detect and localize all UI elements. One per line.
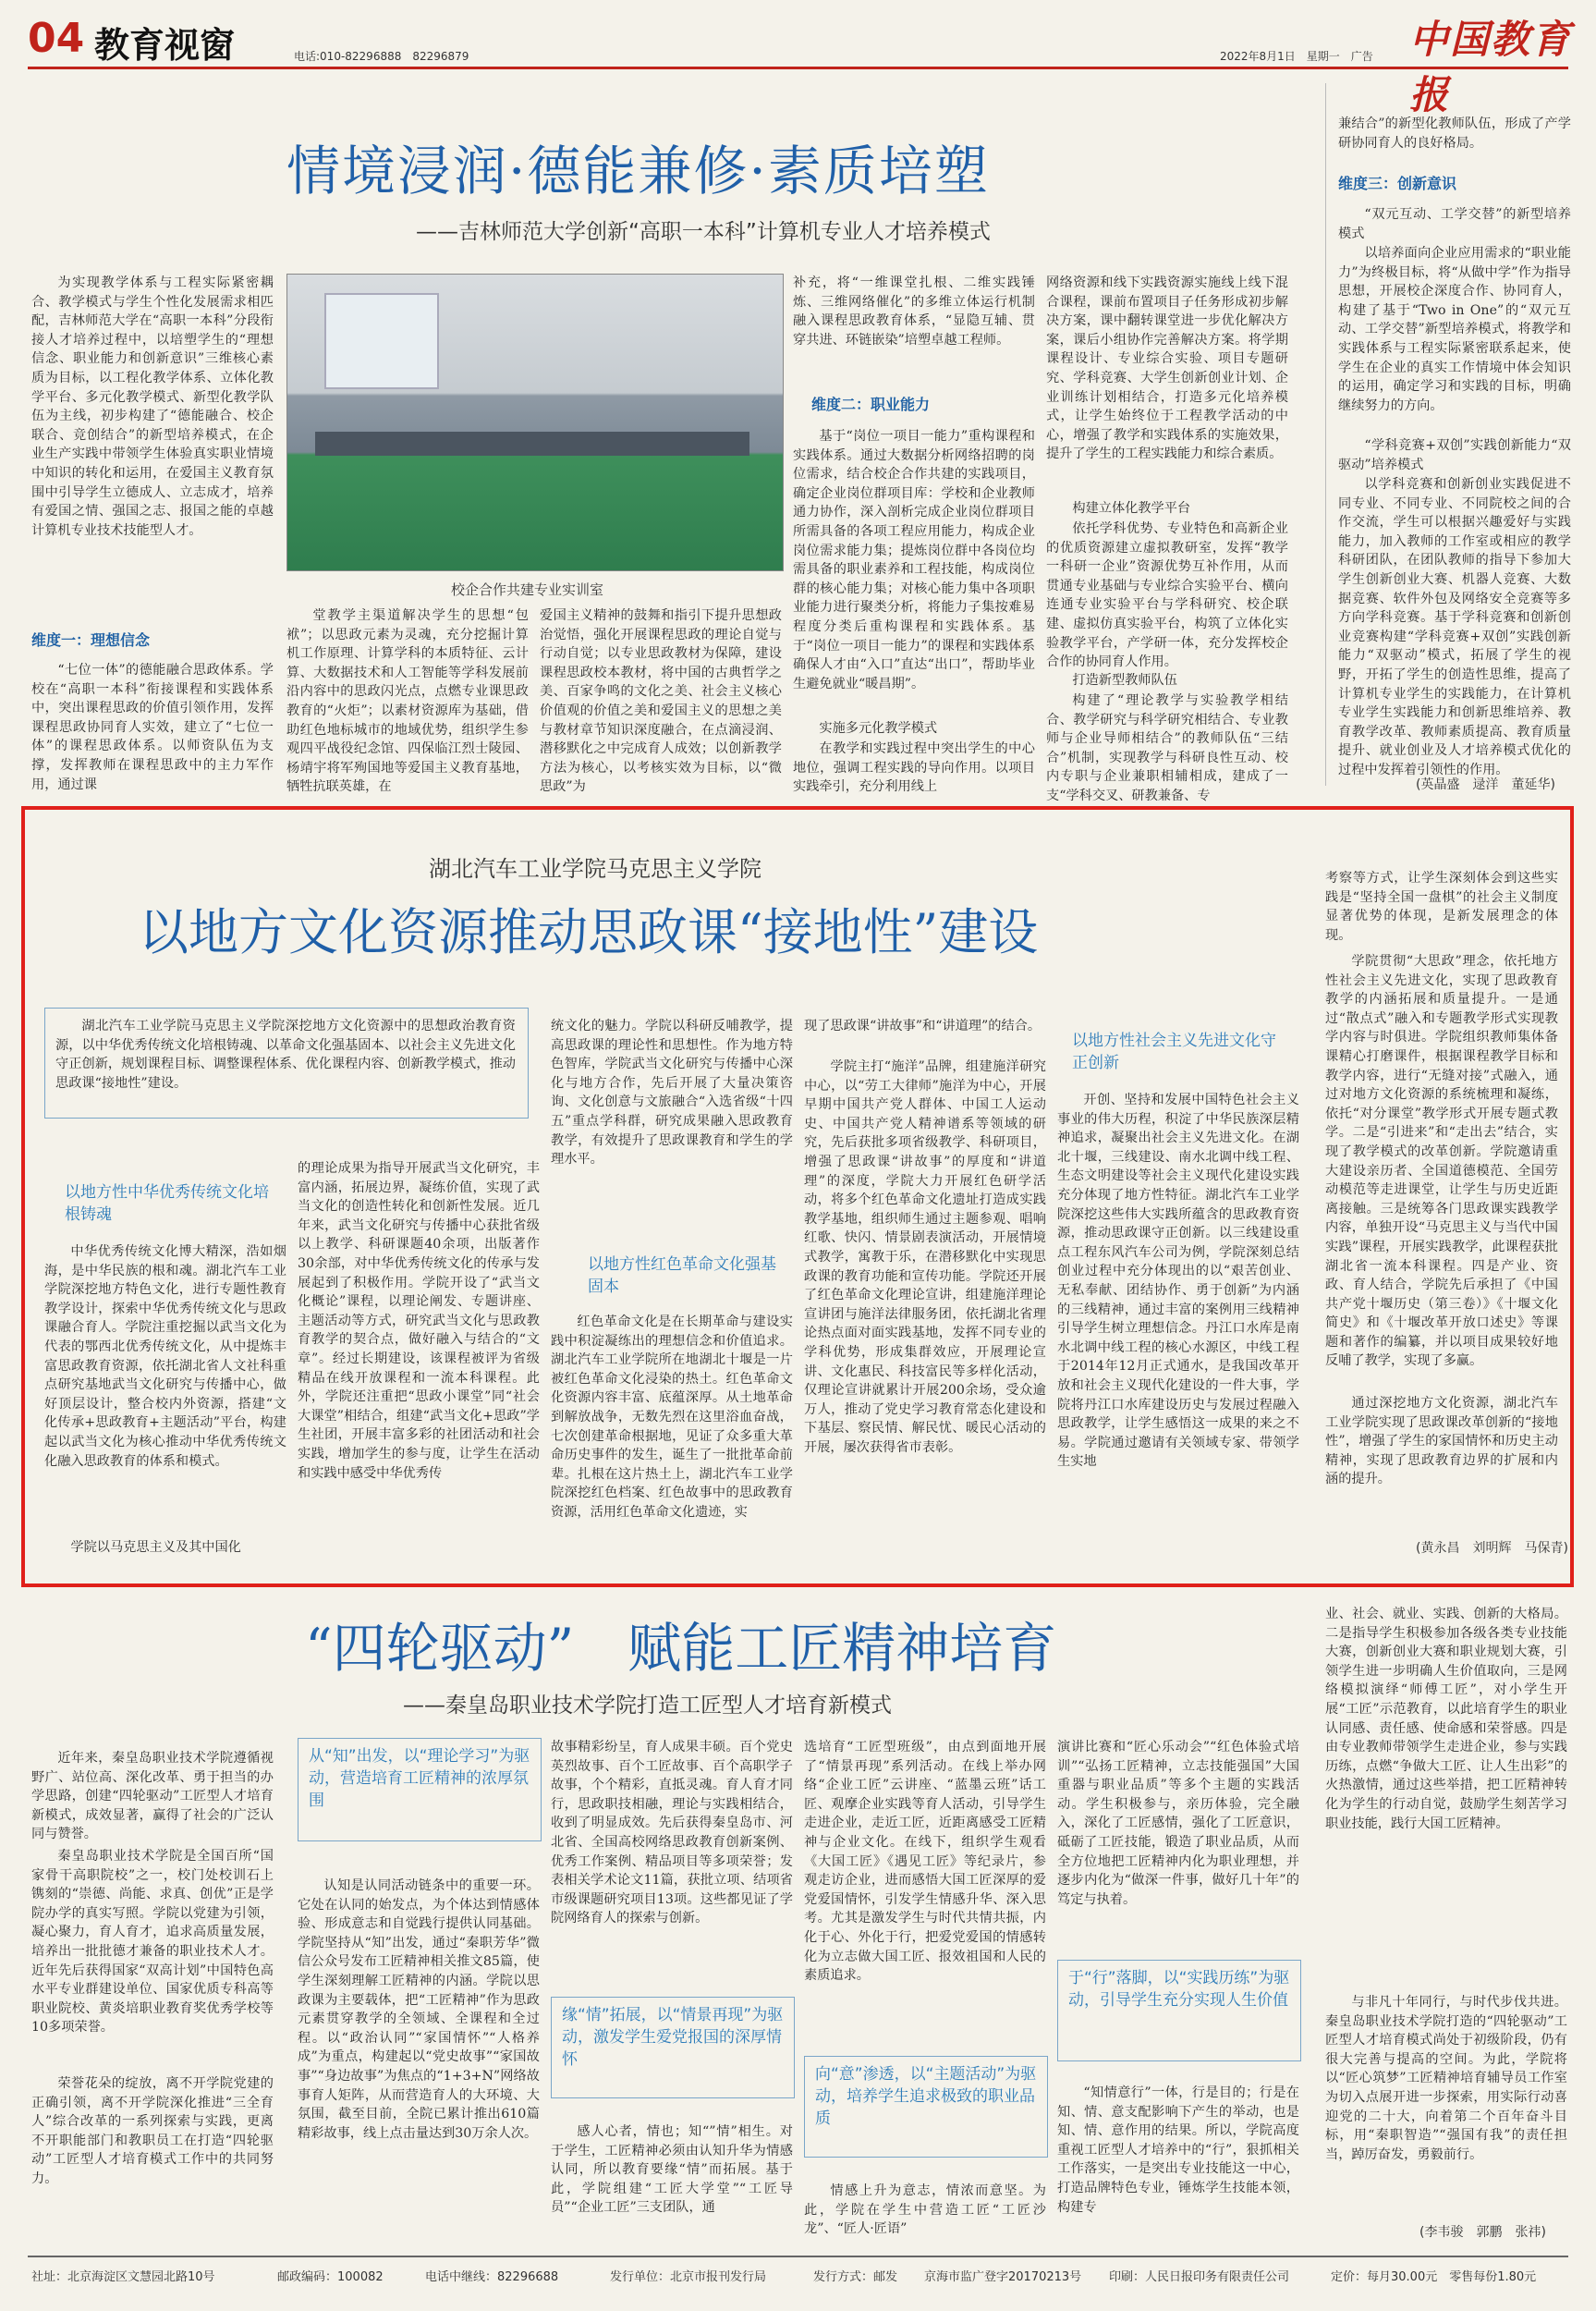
footer-license: 京海市监广登字20170213号 — [924, 2270, 1082, 2284]
newspaper-logo: 中国教育报 — [1409, 17, 1573, 117]
article1-byline: (英晶盛 逯洋 董延华) — [1416, 777, 1555, 792]
article3-c3: 故事精彩纷呈，育人成果丰硕。百个党史英烈故事、百个工匠故事、百个高职学子故事，个个精彩，直抵灵魂。育人育才同行，思政职技相融，理论与实践相结合，收到了明显成效。先后获得秦皇岛市、河北省、全国高校网络思政教育创新案例、优秀工作案例、精品项目等多项荣誉；发表相关学术论文11篇，获批立项、结项省市级课题研究项目13项。这些都见证了学院网络育人的探索与创新。 — [551, 1740, 793, 1926]
article2-c3: 统文化的魅力。学院以科研反哺教学，提高思政课的理论性和思想性。作为地方特色智库，学院武当文化研究与传播中心深化与地方合作，先后开展了大量决策咨询、文化创意与文旅融合“入选省级“十四五”重点学科群，研究成果融入思政教育教学，有效提升了思政课教育和学生的学理水平。 — [551, 1019, 793, 1168]
article1-col6e: 以学科竞赛和创新创业实践促进不同专业、不同专业、不同院校之间的合作交流，学生可以根据兴趣爱好与实践能力，加入教师的工作室或相应的教学科研团队，在团队教师的指导下参加大学生创新创业大赛、机器人竞赛、大数据竞赛、软件外包及网络安全竞赛等多方向学科竞赛。基于学科竞赛和创新创业竞赛构建“学科竞赛+双创”实践创新能力“双驱动”模式，拓展了学生的视野，开拓了学生的创造性思维，提高了计算机专业学生的实践能力，在计算机专业学生实践能力和创新思维培养、教育教学改革、教师素质提高、教育质量提升、就业创业及人才培养模式优化的过程中发挥着引领性的作用。 — [1338, 477, 1571, 777]
article3-c1b: 秦皇岛职业技术学院是全国百所“国家骨干高职院校”之一，校门处校训石上镌刻的“崇德、尚能、求真、创优”正是学院办学的真实写照。学院以党建为引领，凝心聚力，育人育才，追求高质量发展，培养出一批批德才兼备的职业技术人才。近年先后获得国家“双高计划”中国特色高水平专业群建设单位、国家优质专科高等职业院校、黄炎培职业教育奖优秀学校等10多项荣誉。 — [31, 1849, 274, 2036]
article2-title: 以地方文化资源推动思政课“接地性”建设 — [139, 903, 1039, 961]
article2-c6b: 学院贯彻“大思政”理念，依托地方性社会主义先进文化，实现了思政教育教学的内涵拓展和质量提升。一是通过“散点式”融入和专题教学形式实现教学内容与时俱进。学院组织教师集体备课精心打磨课件，根据课程教学目标和教学内容，进行“无缝对接”式融入，通过对地方文化资源的系统梳理和凝练，依托“对分课堂”教学形式开展专题式教学。二是“引进来”和“走出去”结合，实现了教学模式的改革创新。学院邀请重大建设亲历者、全国道德模范、全国劳动模范等走进课堂，让学生与历史近距离接触。三是统筹各门思政课实践教学内容，单独开设“马克思主义与当代中国实践”课程，开展实践教学，此课程获批湖北省一流本科课程。四是产业、资政、育人结合，学院先后承担了《中国共产党十堰历史（第三卷）》《十堰文化简史》和《十堰改革开放口述史》等课题和著作的编纂，并以项目成果较好地反哺了教学，实现了多赢。 — [1325, 954, 1558, 1369]
footer-rule — [28, 2256, 1568, 2257]
article1-dim1-head: 维度一：理想信念 — [31, 631, 151, 649]
article1-dim3-box — [1325, 83, 1326, 786]
article1-col5e: 构建了“理论教学与实验教学相结合、教学研究与科学研究相结合、专业教师与企业导师相结合”的教师队伍“三结合”机制，实现教学与科研良性互动、校内专职与企业兼职相辅相成，建成了一支“学科交叉、研教兼备、专 — [1046, 693, 1288, 803]
article1-dim2-head: 维度二：职业能力 — [811, 396, 931, 413]
footer-publisher: 发行单位：北京市报刊发行局 — [610, 2270, 767, 2284]
photo-window — [324, 293, 439, 389]
article1-title: 情境浸润·德能兼修·素质培塑 — [286, 140, 990, 202]
article2-c4b: 学院主打“施洋”品牌，组建施洋研究中心，以“劳工大律师”施洋为中心，开展早期中国共产党人群体、中国工人运动史、中国共产党人精神谱系等领域的研究，先后获批多项省级教学、科研项目，增强了思政课“讲故事”的厚度和“讲道理”的深度，学院大力开展红色研学活动，将多个红色革命文化遗址打造成实践教学基地，组织师生通过主题参观、唱响红歌、快闪、情景剧表演活动，开展情境式教学，寓教于乐，在潜移默化中实现思政课的教育功能和宣传功能。学院还开展了红色革命文化理论宣讲，组建施洋理论宣讲团与施洋法律服务团，依托湖北省理论热点面对面实践基地，发挥不同专业的学科优势，形成集群效应，开展理论宣讲、文化惠民、科技富民等多样化活动，仅理论宣讲就累计开展200余场，受众逾万人，推动了党史学习教育常态化建设和下基层、察民情、解民忧、暖民心活动的开展，屡次获得省市表彰。 — [804, 1059, 1046, 1455]
article2-kicker: 湖北汽车工业学院马克思主义学院 — [429, 856, 761, 882]
article2-byline: (黄永昌 刘明辉 马保青) — [1416, 1541, 1568, 1556]
article1-col4d: 在教学和实践过程中突出学生的中心地位，强调工程实践的导向作用。以项目实践牵引，充分利用线上 — [793, 741, 1035, 795]
article3-sec4: 于“行”落脚，以“实践历练”为驱动，引导学生充分实现人生价值 — [1068, 1969, 1290, 2010]
article3-c1: 近年来，秦皇岛职业技术学院遵循视野广、站位高、深化改革、勇于担当的办学思路，创建“四轮驱动”工匠型人才培育新模式，成效显著，赢得了社会的广泛认同与赞誉。 — [31, 1751, 274, 1842]
footer-zip: 邮政编码：100082 — [277, 2270, 384, 2284]
article2-lead: 湖北汽车工业学院马克思主义学院深挖地方文化资源中的思想政治教育资源，以中华优秀传统文化培根铸魂、以革命文化强基固本、以社会主义先进文化守正创新，规划课程目标、调整课程体系、优化课程内容、创新教学模式，推动思政课“接地性”建设。 — [55, 1019, 516, 1091]
article1-col6b: “双元互动、工学交替”的新型培养模式 — [1338, 207, 1571, 241]
photo-desk-row — [315, 432, 749, 456]
article3-c5b: “知情意行”一体，行是目的；行是在知、情、意支配影响下产生的举动，也是知、情、意作用的结果。所以，学院高度重视工匠型人才培养中的“行”，狠抓相关工作落实，一是突出专业技能这一中心，打造品牌特色专业，锤炼学生技能本领，构建专 — [1057, 2085, 1299, 2215]
article2-c2: 的理论成果为指导开展武当文化研究，丰富内涵，拓展边界，凝练价值，实现了武当文化的创造性转化和创新性发展。近几年来，武当文化研究与传播中心获批省级以上教学、科研课题40余项，出版著作30余部，对中华优秀传统文化的传承与发展起到了积极作用。学院开设了“武当文化概论”课程，以理论阐发、专题讲座、主题活动等方式，研究武当文化与思政教育教学的契合点，做好融入与结合的“文章”。经过长期建设，该课程被评为省级精品在线开放课程和一流本科课程。此外，学院还注重把“思政小课堂”同“社会大课堂”相结合，组建“武当文化+思政”学生社团，开展丰富多彩的社团活动和社会实践，增加学生的参与度，让学生在活动和实践中感受中华优秀传 — [298, 1161, 540, 1481]
article3-c4b: 情感上升为意志，情浓而意坚。为此，学院在学生中营造工匠“工匠沙龙”、“匠人·匠语” — [804, 2183, 1046, 2237]
article2-sec3: 以地方性社会主义先进文化守正创新 — [1072, 1032, 1276, 1072]
article3-c6b: 与非凡十年同行，与时代步伐共进。秦皇岛职业技术学院打造的“四轮驱动”工匠型人才培育模式尚处于初级阶段，仍有很大完善与提高的空间。为此，学院将以“匠心筑梦”工匠精神培育辅导员工作室为切入点展开进一步探索，用实际行动喜迎党的二十大，向着第二个百年奋斗目标，用“秦职智造”“强国有我”的责任担当，踔厉奋发，勇毅前行。 — [1325, 1995, 1567, 2162]
article1-col4b: 基于“岗位一项目一能力”重构课程和实践体系。通过大数据分析网络招聘的岗位需求，结合校企合作共建的实践项目，确定企业岗位群项目库：学校和企业教师通力协作，深入剖析完成企业岗位群项目所需具备的各项工程应用能力，构成企业岗位需求能力集；提炼岗位群中各岗位均需具备的职业素养和工程技能，构成岗位群的核心能力集；对核心能力集中各项职业能力进行聚类分析，将能力子集按难易程度分类后重构课程和实践体系。基于“岗位一项目一能力”的课程和实践体系确保人才由“入口”直达“出口”，帮助毕业生避免就业“暖昌期”。 — [793, 429, 1035, 691]
article2-sec1: 以地方性中华优秀传统文化培根铸魂 — [65, 1183, 269, 1224]
article1-col6: 兼结合”的新型化教师队伍，形成了产学研协同育人的良好格局。 — [1338, 116, 1571, 151]
article3-c5: 演讲比赛和“匠心乐动会”“红色体验式培训”“弘扬工匠精神，立志技能强国”大国重器与职业品质”等多个主题的实践活动。学生积极参与，亲历体验，完全融入，深化了工匠感情，强化了工匠意识，砥砺了工匠技能，锻造了职业品质，从而全方位地把工匠精神内化为职业理想，并逐步内化为“做深一件事，做好几十年”的笃定与执着。 — [1057, 1740, 1299, 1907]
article2-c6: 考察等方式，让学生深刻体会到这些实践是“坚持全国一盘棋”的社会主义制度显著优势的体现，是新发展理念的体现。 — [1325, 871, 1558, 943]
article1-subtitle: ——吉林师范大学创新“高职一本科”计算机专业人才培养模式 — [416, 220, 991, 244]
article1-col5c: 依托学科优势、专业特色和高新企业的优质资源建立虚拟教研室，发挥“教学一科研一企业”资源优势互补作用，从而贯通专业基础与专业综合实验平台、横向连通专业实验平台与学科研究、校企联建、虚拟仿真实验平台，构筑了立体化实验教学平台，产学研一体，充分发挥校企合作的协同育人作用。 — [1046, 521, 1288, 670]
footer-mode: 发行方式：邮发 — [813, 2270, 898, 2284]
article1-photo-caption: 校企合作共建专业实训室 — [451, 581, 604, 598]
article2-c5: 开创、坚持和发展中国特色社会主义事业的伟大历程，积淀了中华民族深层精神追求，凝聚出社会主义先进文化。在湖北十堰，三线建设、南水北调中线工程、生态文明建设等社会主义现代化建设实践充分体现了地方性特征。湖北汽车工业学院深挖这些伟大实践所蕴含的思政教育资源，推动思政课守正创新。以三线建设重点工程东风汽车公司为例，学院深刻总结创业过程中充分体现出的以“艰苦创业、无私奉献、团结协作、勇于创新”为内涵的三线精神，通过丰富的案例用三线精神引导学生树立理想信念。丹江口水库是南水北调中线工程的核心水源区，中线工程于2014年12月正式通水，是我国改革开放和社会主义现代化建设的一件大事，学院将丹江口水库建设历史与发展过程融入思政教学，让学生感悟这一成果的来之不易。学院通过邀请有关领域专家、带领学生实地 — [1057, 1093, 1299, 1470]
article1-col6c: 以培养面向企业应用需求的“职业能力”为终极目标，将“从做中学”作为指导思想，开展校企深度合作、协同育人，构建了基于“Two in One”的“双元互动、工学交替”新型培养模式，将教学和实践体系与工程实际紧密联系起来，使学生在企业的真实工作情境中体会知识的运用，确定学习和实践的目标，明确继续努力的方向。 — [1338, 246, 1571, 413]
article3-title: “四轮驱动” 赋能工匠精神培育 — [305, 1617, 1057, 1680]
article1-col4a: 补充，将“一维课堂扎根、二维实践锤炼、三维网络催化”的多维立体运行机制融入课程思政教育体系，“显隐互辅、贯穿共进、环链嵌染”培塑卓越工程师。 — [793, 275, 1035, 348]
article2-c6c: 通过深挖地方文化资源，湖北汽车工业学院实现了思政课改革创新的“接地性”，增强了学生的家国情怀和历史主动精神，实现了思政教育边界的扩展和内涵的提升。 — [1325, 1396, 1558, 1487]
footer-tel: 电话中继线：82296688 — [425, 2270, 559, 2284]
footer-price: 定价：每月30.00元 零售每份1.80元 — [1331, 2270, 1537, 2284]
article3-c1c: 荣誉花朵的绽放，离不开学院党建的正确引领，离不开学院深化推进“三全育人”综合改革的一系列探索与实践，更离不开职能部门和教职员工在打造“四轮驱动”工匠型人才培育模式工作中的共同努力。 — [31, 2076, 274, 2186]
header-date: 2022年8月1日 星期一 广告 — [1220, 50, 1373, 63]
article3-sec2: 缘“情”拓展，以“情景再现”为驱动，激发学生爱党报国的深厚情怀 — [562, 2006, 784, 2069]
article1-col1b: “七位一体”的德能融合思政体系。学校在“高职一本科”衔接课程和实践体系中，突出课程思政的价值引领作用，发挥课程思政协同育人实效，建立了“七位一体”的课程思政体系。以师资队伍为支撑，发挥教师在课程思政中的主力军作用，通过课 — [31, 663, 274, 792]
article1-col3: 爱国主义精神的鼓舞和指引下提升思想政治觉悟，强化开展课程思政的理论自觉与行动自觉；以专业思政教材为保障，建设课程思政校本教材，将中国的古典哲学之美、百家争鸣的文化之美、社会主义核心价值观的价值之美和爱国主义的思想之美与教材章节知识深度融合，在点滴浸润、潜移默化之中完成育人成效；以创新教学方法为核心，以考核实效为目标，以“微思政”为 — [540, 608, 782, 795]
article1-col5b: 构建立体化教学平台 — [1072, 501, 1191, 516]
article1-col4c: 实施多元化教学模式 — [819, 721, 938, 736]
article3-c4: 选培育“工匠型班级”，由点到面地开展了“情景再现”系列活动。在线上举办网络“企业工匠”云讲座、“蓝墨云班”话工匠、观摩企业实践等育人活动，引导学生走进企业，走近工匠，近距离感受工匠精神与企业文化。在线下，组织学生观看《大国工匠》《遇见工匠》等纪录片，参观走访企业，进而感悟大国工匠深厚的爱党爱国情怀，引发学生情感升华、深入思考。尤其是激发学生与时代共情共振，内化于心、外化于行，把爱党爱国的情感转化为立志做大国工匠、报效祖国和人民的素质追求。 — [804, 1740, 1046, 1984]
article1-col5: 网络资源和线下实践资源实施线上线下混合课程，课前布置项目子任务形成初步解决方案，课中翻转课堂进一步优化解决方案，课后小组协作完善解决方案。将学期课程设计、专业综合实验、项目专题研究、学科竞赛、大学生创新创业计划、企业训练计划相结合，打造多元化培养模式，让学生始终位于工程教学活动的中心，增强了教学和实践体系的实施效果，提升了学生的工程实践能力和综合素质。 — [1046, 275, 1288, 462]
section-title: 教育视窗 — [94, 25, 236, 66]
footer-printer: 印刷：人民日报印务有限责任公司 — [1109, 2270, 1290, 2284]
article1-col5d: 打造新型教师队伍 — [1072, 673, 1177, 688]
article1-col1: 为实现教学体系与工程实际紧密耦合、教学模式与学生个性化发展需求相匹配，吉林师范大学在“高职一本科”分段衔接人才培养过程中，以培塑学生的“理想信念、职业能力和创新意识”三维核心素质为目标，以工程化教学体系、立体化教学平台、多元化教学模式、新型化教学队伍为主线，初步构建了“德能融合、校企联合、竞创结合”的新型培养模式，在企业生产实践中带领学生体验真实职业情境中知识的转化和运用，在爱国主义教育氛围中引导学生立德成人、立志成才，培养有爱国之情、强国之志、报国之能的卓越计算机专业技术技能型人才。 — [31, 275, 274, 538]
article2-sec2: 以地方性红色革命文化强基固本 — [588, 1255, 776, 1296]
article1-photo — [286, 274, 784, 571]
article1-col2: 堂教学主渠道解决学生的思想“包袱”；以思政元素为灵魂，充分挖掘计算机工作原理、计算学科的本质特征、云计算、大数据技术和人工智能等学科发展前沿内容中的思政闪光点，点燃专业课思政教育的“火炬”；以素材资源库为基础，借助红色地标城市的地域优势，组织学生参观四平战役纪念馆、四保临江烈士陵园、杨靖宇将军殉国地等爱国主义教育基地，牺牲抗联英雄，在 — [286, 608, 529, 795]
article3-byline: (李韦骏 郭鹏 张祎) — [1419, 2225, 1546, 2240]
page-number: 04 — [28, 15, 85, 62]
article1-dim3-head: 维度三：创新意识 — [1338, 175, 1457, 192]
article2-c1: 中华优秀传统文化博大精深，浩如烟海，是中华民族的根和魂。湖北汽车工业学院深挖地方特色文化，进行专题性教育教学设计，探索中华优秀传统文化与思政课融合育人。学院注重挖掘以武当文化为代表的鄂西北优秀传统文化，从中提炼丰富思政教育资源，依托湖北省人文社科重点研究基地武当文化研究与传播中心，做好顶层设计，整合校内外资源，搭建“文化传承+思政教育+主题活动”平台，构建起以武当文化为核心推动中华优秀传统文化融入思政教育的体系和模式。 — [44, 1244, 286, 1469]
article3-sec3: 向“意”渗透，以“主题活动”为驱动，培养学生追求极致的职业品质 — [815, 2065, 1037, 2128]
article2-c1b: 学院以马克思主义及其中国化 — [70, 1540, 241, 1555]
header-phone: 电话:010-82296888 82296879 — [294, 50, 469, 63]
article1-col6d: “学科竞赛+双创”实践创新能力“双驱动”培养模式 — [1338, 438, 1571, 472]
article3-c3b: 感人心者，情也；知“”情”相生。对于学生，工匠精神必须由认知升华为情感认同，所以教育要缘“情”而拓展。基于此，学院组建“工匠大学堂”“工匠导员”“企业工匠”三支团队，通 — [551, 2124, 793, 2216]
article3-sec1: 从“知”出发，以“理论学习”为驱动，营造培育工匠精神的浓厚氛围 — [309, 1747, 530, 1810]
article3-c2: 认知是认同活动链条中的重要一环。它处在认同的始发点，为个体达到情感体验、形成意志和自觉践行提供认同基础。学院坚持从“知”出发，通过“秦职芳华”微信公众号发布工匠精神相关推文85篇，使学生深刻理解工匠精神的内涵。学院以思政课为主要载体，把“工匠精神”作为思政元素贯穿教学的全领域、全课程和全过程。以“政治认同”“家国情怀”“人格养成”为重点，构建起以“党史故事”“家国故事”“身边故事”为焦点的“1+3+N”网络故事育人矩阵，从而营造育人的大环境、大氛围，截至目前，全院已累计推出610篇精彩故事，线上点击量达到30万余人次。 — [298, 1878, 540, 2141]
article2-c4: 现了思政课“讲故事”和“讲道理”的结合。 — [804, 1019, 1042, 1033]
header-rule — [28, 67, 1568, 69]
article3-subtitle: ——秦皇岛职业技术学院打造工匠型人才培育新模式 — [403, 1694, 892, 1718]
article2-c3b: 红色革命文化是在长期革命与建设实践中积淀凝练出的理想信念和价值追求。湖北汽车工业学院所在地湖北十堰是一片被红色革命文化浸染的热土。红色革命文化资源内容丰富、底蕴深厚。从土地革命到解放战争，无数先烈在这里浴血奋战，七次创建革命根据地，见证了众多重大革命历史事件的发生，诞生了一批批革命前辈。扎根在这片热土上，湖北汽车工业学院深挖红色档案、红色故事中的思政教育资源，活用红色革命文化遗迹，实 — [551, 1314, 793, 1520]
article3-c6: 业、社会、就业、实践、创新的大格局。二是指导学生积极参加各级各类专业技能大赛，创新创业大赛和职业规划大赛，引领学生进一步明确人生价值取向，三是网络模拟演绎“师傅工匠”，对小学生开展“工匠”示范教育，以此培育学生的职业认同感、责任感、使命感和荣誉感。四是由专业教师带领学生走进企业，参与实践历练，点燃“争做大工匠、让人生出彩”的火热激情，通过这些举措，把工匠精神转化为学生的行动自觉，鼓励学生刻苦学习职业技能，践行大国工匠精神。 — [1325, 1607, 1567, 1831]
footer-address: 社址：北京海淀区文慧园北路10号 — [31, 2270, 215, 2284]
